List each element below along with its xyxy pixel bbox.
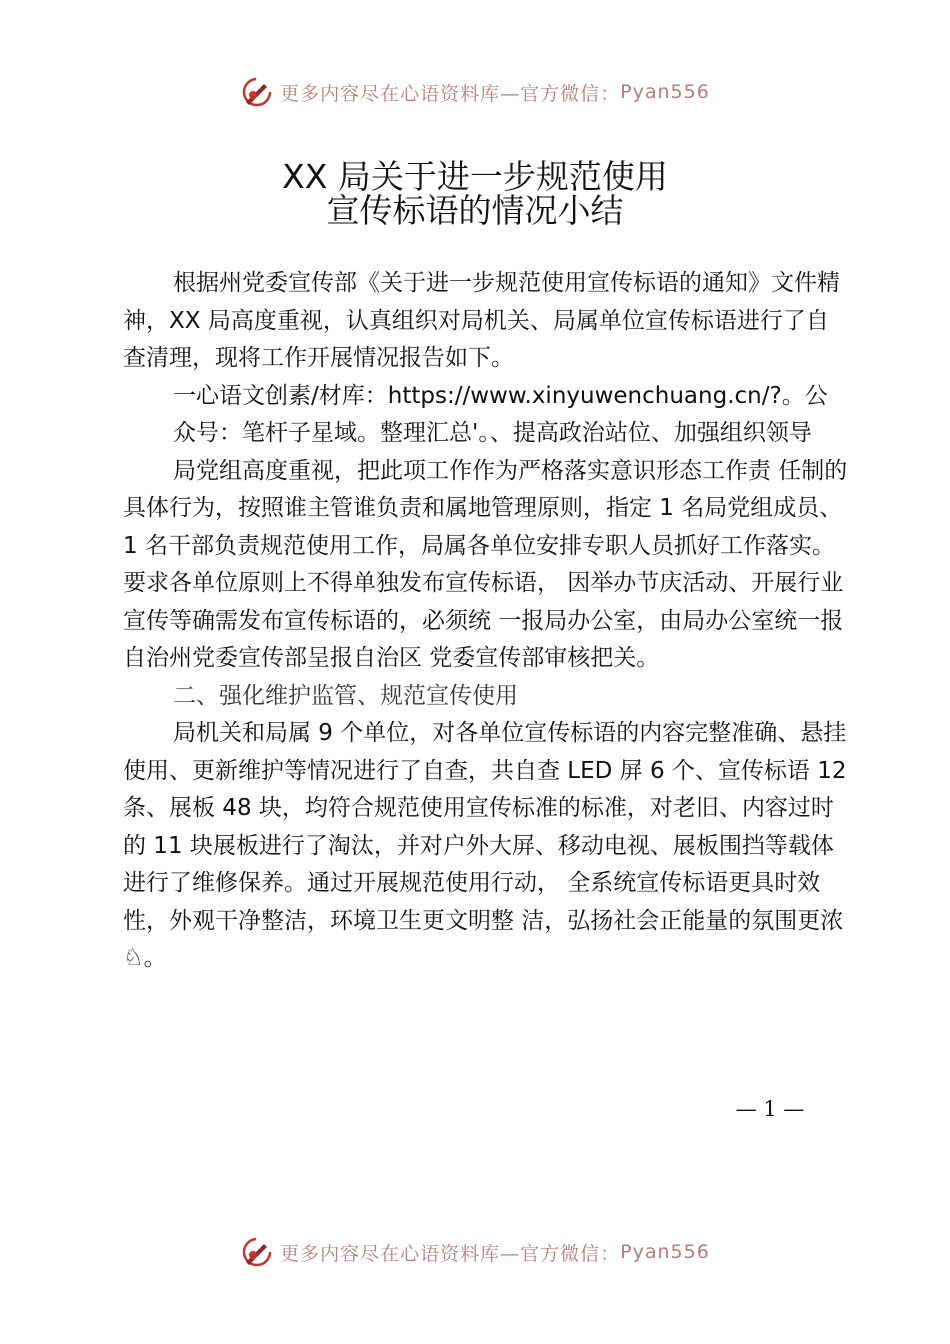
footer-banner-text: 更多内容尽在心语资料库—官方微信： bbox=[280, 1242, 621, 1265]
document-title bbox=[0, 157, 950, 230]
title-line-2: 宣传标语的情况小结 bbox=[326, 191, 624, 230]
header-banner-text: 更多内容尽在心语资料库—官方微信： bbox=[280, 82, 621, 105]
brush-logo-icon bbox=[240, 75, 274, 109]
header-banner bbox=[0, 72, 950, 112]
title-line-1: XX 局关于进一步规范使用 bbox=[282, 157, 668, 196]
header-wechat-id: Pyan556 bbox=[620, 81, 710, 103]
brush-logo-icon bbox=[240, 1235, 274, 1269]
source-note: 一心语文创素/材库：https://www.xinyuwenchuang.cn/?。公众号：笔杆子星域。整理汇总'。、提高政治站位、加强组织领导 bbox=[173, 382, 828, 446]
footer-wechat-id: Pyan556 bbox=[620, 1241, 710, 1263]
page-number: — 1 — bbox=[735, 1097, 805, 1121]
section2-paragraph: 局机关和局属 9 个单位，对各单位宣传标语的内容完整准确、悬挂使用、更新维护等情况进行了自查，共自查 LED 屏 6 个、宣传标语 12 条、展板 48 块，均符合规范使用宣传标准的标准，对老旧、内容过时的 11 块展板进行了淘汰，并对户外大屏、移动电视、展板围挡等载体进行了维修保养。通过开展规范使用行动， 全系统宣传标语更具时效性，外观干净整洁，环境卫生更文明整 洁，弘扬社会正能量的氛围更浓♘。 bbox=[123, 720, 847, 971]
section2-heading: 二、强化维护监管、规范宣传使用 bbox=[173, 682, 518, 709]
intro-paragraph: 根据州党委宣传部《关于进一步规范使用宣传标语的通知》文件精神，XX 局高度重视，认真组织对局机关、局属单位宣传标语进行了自查清理，现将工作开展情况报告如下。 bbox=[123, 270, 840, 371]
document-body bbox=[123, 265, 848, 978]
footer-banner bbox=[0, 1232, 950, 1272]
section1-paragraph: 局党组高度重视，把此项工作作为严格落实意识形态工作责 任制的具体行为，按照谁主管谁负责和属地管理原则，指定 1 名局党组成员、1 名干部负责规范使用工作，局属各单位安排专职人员抓好工作落实。要求各单位原则上不得单独发布宣传标语， 因举办节庆活动、开展行业宣传等确需发布宣传标语的，必须统 一报局办公室，由局办公室统一报自治州党委宣传部呈报自治区 党委宣传部审核把关。 bbox=[123, 457, 848, 671]
